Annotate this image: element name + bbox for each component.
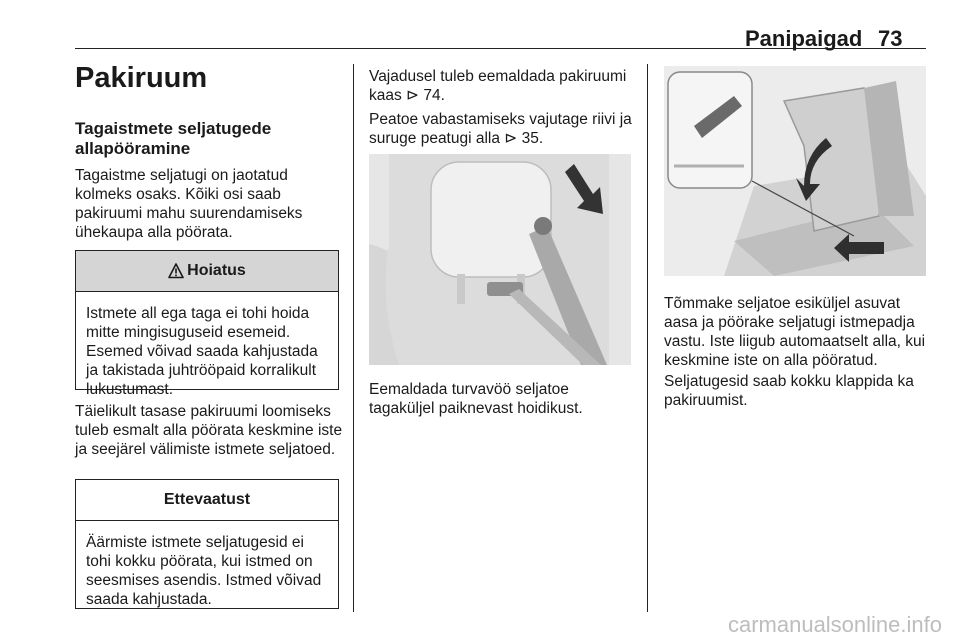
warning-header bbox=[76, 251, 338, 292]
col2-paragraph-1: Vajadusel tuleb eemaldada pakiruumi kaas ⊳ 74. bbox=[369, 68, 627, 104]
flat-floor-paragraph: Täielikult tasase pakiruumi loomiseks tuleb esmalt alla pöörata keskmine iste ja seejärel välimiste istmete seljatoed. bbox=[75, 403, 343, 458]
col3-paragraph-2: Seljatugesid saab kokku klappida ka pakiruumist. bbox=[664, 373, 914, 409]
column-divider-2 bbox=[647, 64, 648, 612]
seatback-folding-illustration bbox=[664, 66, 926, 276]
warning-text: Istmete all ega taga ei tohi hoida mitte mingisuguseid esemeid. Esemed võivad saada kahjustada ja takistada juhtrööpaid korralikult lukustumast. bbox=[86, 305, 318, 398]
headrest-seatbelt-illustration bbox=[369, 154, 631, 365]
caution-box bbox=[75, 479, 339, 609]
running-header-title: Panipaigad bbox=[745, 26, 863, 51]
section-subtitle: Tagaistmete seljatugede allapööramine bbox=[75, 119, 272, 158]
warning-label: Hoiatus bbox=[187, 262, 246, 279]
caution-text: Äärmiste istmete seljatugesid ei tohi kokku pöörata, kui istmed on seesmises asendis. Istmed võivad saada kahjustada. bbox=[86, 534, 322, 608]
page-number: 73 bbox=[878, 26, 903, 51]
col2-paragraph-2: Peatoe vabastamiseks vajutage riivi ja suruge peatugi alla ⊳ 35. bbox=[369, 111, 632, 147]
caution-label: Ettevaatust bbox=[163, 491, 251, 508]
section-title: Pakiruum bbox=[75, 62, 208, 94]
column-divider-1 bbox=[353, 64, 354, 612]
warning-triangle-icon bbox=[168, 263, 184, 279]
header-rule bbox=[75, 48, 926, 49]
col3-paragraph-1: Tõmmake seljatoe esiküljel asuvat aasa ja pöörake seljatugi istmepadja vastu. Iste liigub automaatselt alla, kui keskmine iste on alla pööratud. bbox=[664, 295, 926, 369]
warning-box bbox=[75, 250, 339, 398]
caution-header bbox=[76, 480, 338, 521]
watermark: carmanualsonline.info bbox=[727, 612, 942, 637]
col2-paragraph-3: Eemaldada turvavöö seljatoe tagaküljel paiknevast hoidikust. bbox=[369, 381, 583, 417]
intro-paragraph: Tagaistme seljatugi on jaotatud kolmeks osaks. Kõiki osi saab pakiruumi mahu suurendamiseks ühekaupa alla pöörata. bbox=[75, 167, 303, 241]
